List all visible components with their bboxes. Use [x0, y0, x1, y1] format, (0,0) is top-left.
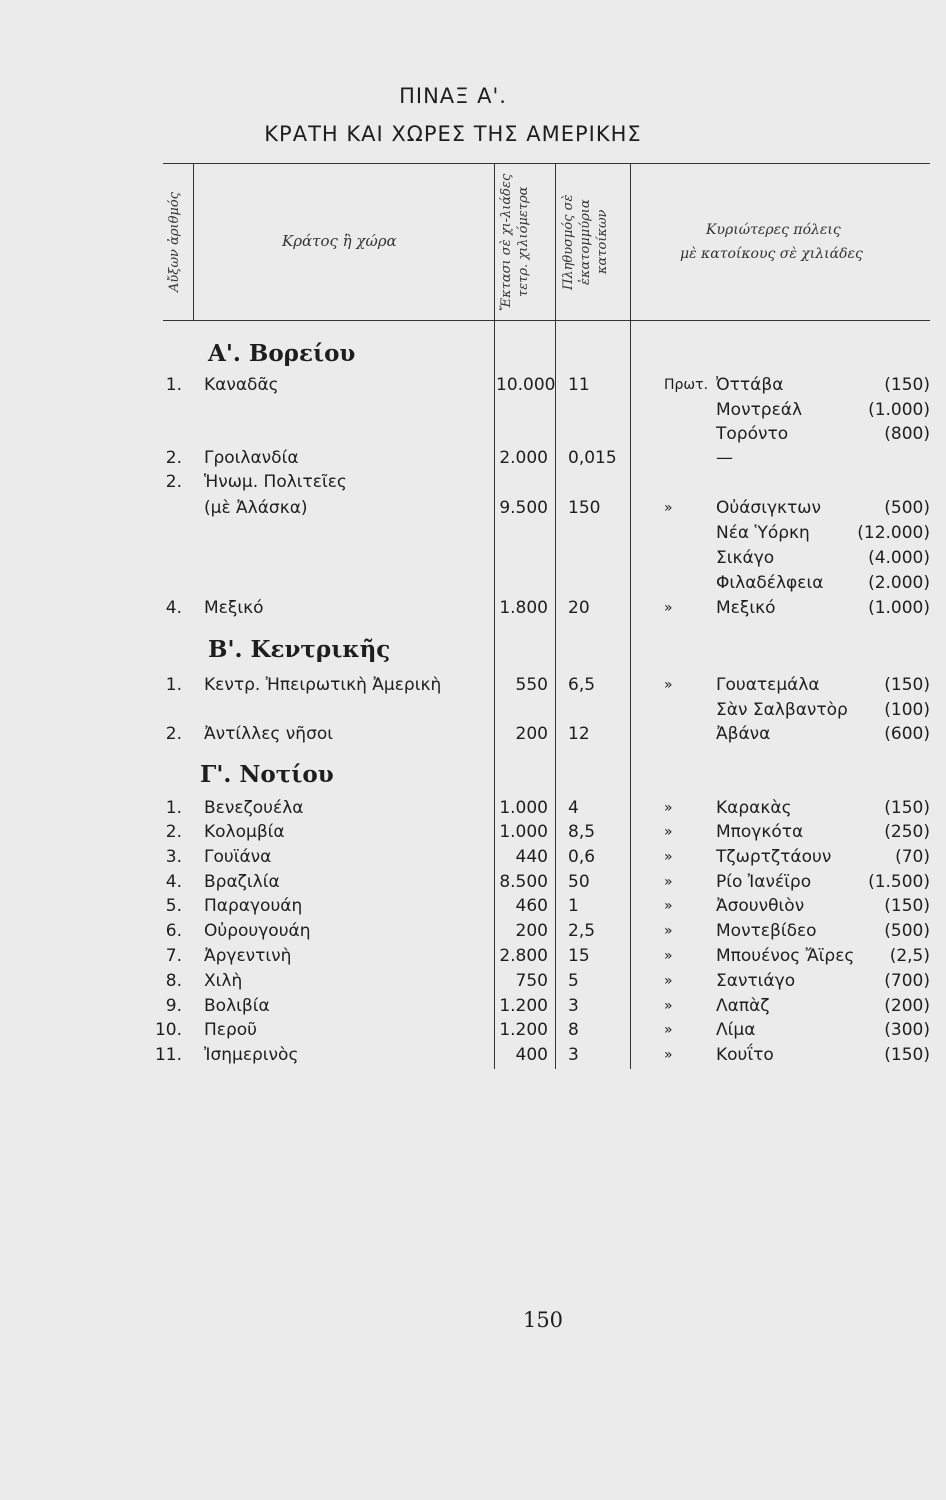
- cell-name: Οὐρουγουάη: [204, 921, 311, 941]
- cell-area: 1.200: [499, 1020, 548, 1040]
- header-area: Ἔκτασι σὲ χι-λιάδες τετρ. χιλιόμετρα: [499, 173, 531, 311]
- cell-mark: »: [664, 600, 673, 616]
- cell-cpop: (800): [884, 424, 930, 444]
- column-divider-country: [494, 163, 495, 1069]
- cell-area: [496, 470, 548, 494]
- cell-area: [496, 521, 548, 545]
- cell-mark: »: [664, 923, 673, 939]
- cell-pop: 2,5: [568, 921, 596, 941]
- column-divider-index: [193, 163, 194, 320]
- cell-mark: Πρωτ.: [664, 377, 709, 393]
- cell-cpop: (150): [884, 675, 930, 695]
- cell-area: [496, 698, 548, 722]
- cell-area: 1.000: [499, 798, 548, 818]
- cell-area: 200: [515, 921, 548, 941]
- cell-pop: 3: [568, 996, 579, 1016]
- header-index: Αὔξων ἀριθμός: [167, 192, 182, 292]
- cell-area: 460: [515, 896, 548, 916]
- page-number: 150: [522, 1308, 564, 1332]
- column-divider-area: [555, 163, 556, 1069]
- cell-num: [142, 496, 182, 520]
- cell-cpop: (1.000): [868, 598, 930, 618]
- cell-name: Κεντρ. Ἠπειρωτικὴ Ἀμερικὴ: [204, 675, 442, 695]
- page-subtitle: ΚΡΑΤΗ ΚΑΙ ΧΩΡΕΣ ΤΗΣ ΑΜΕΡΙΚΗΣ: [264, 122, 642, 146]
- cell-num: 1.: [165, 798, 182, 818]
- cell-name: Ἡνωμ. Πολιτεῖες: [204, 472, 347, 492]
- cell-area: 750: [515, 971, 548, 991]
- cell-mark: »: [664, 824, 673, 840]
- table-top-rule: [163, 163, 930, 164]
- cell-area: [496, 546, 548, 570]
- cell-pop: 50: [568, 872, 590, 892]
- cell-city: Νέα Ὑόρκη: [716, 523, 810, 543]
- cell-area: [496, 422, 548, 446]
- cell-area: 200: [515, 724, 548, 744]
- cell-pop: 150: [568, 498, 601, 518]
- section-north: Α'. Βορείου: [208, 340, 356, 367]
- header-population: Πληθυσμός σὲ ἑκατομμύρια κατοίκων: [561, 194, 610, 290]
- column-divider-population: [630, 163, 631, 1069]
- cell-cpop: (2.000): [868, 573, 930, 593]
- cell-mark: »: [664, 948, 673, 964]
- cell-name: Βενεζουέλα: [204, 798, 304, 818]
- cell-pop: 3: [568, 1045, 579, 1065]
- page-title: ΠΙΝΑΞ Α'.: [399, 84, 507, 108]
- header-cities-line2: μὲ κατοίκους σὲ χιλιάδες: [680, 246, 863, 262]
- table-header-rule: [163, 320, 930, 321]
- cell-num: 2.: [165, 724, 182, 744]
- cell-name: Ἰσημερινὸς: [204, 1045, 299, 1065]
- cell-cpop: (150): [884, 798, 930, 818]
- cell-pop: 1: [568, 896, 579, 916]
- cell-city: Ἀβάνα: [716, 724, 771, 744]
- cell-name: Περοῦ: [204, 1020, 258, 1040]
- cell-num: 1.: [165, 675, 182, 695]
- cell-num: 1.: [165, 375, 182, 395]
- cell-cpop: (1.000): [868, 400, 930, 420]
- cell-num: 2.: [165, 822, 182, 842]
- cell-cpop: (12.000): [857, 523, 930, 543]
- cell-mark: »: [664, 1047, 673, 1063]
- cell-city: Σὰν Σαλβαντὸρ: [716, 700, 848, 720]
- cell-cpop: (100): [884, 700, 930, 720]
- cell-cpop: (150): [884, 896, 930, 916]
- cell-pop: 11: [568, 375, 590, 395]
- cell-name: Μεξικό: [204, 598, 264, 618]
- cell-mark: »: [664, 898, 673, 914]
- cell-area: [496, 398, 548, 422]
- cell-cpop: (150): [884, 375, 930, 395]
- cell-name: Βολιβία: [204, 996, 270, 1016]
- cell-cpop: (600): [884, 724, 930, 744]
- cell-cpop: (500): [884, 498, 930, 518]
- cell-city: Μοντεβίδεο: [716, 921, 817, 941]
- cell-name: Ἀργεντινὴ: [204, 946, 292, 966]
- cell-cpop: (700): [884, 971, 930, 991]
- cell-area: 440: [515, 847, 548, 867]
- cell-pop: 20: [568, 598, 590, 618]
- cell-mark: »: [664, 973, 673, 989]
- cell-pop: 8,5: [568, 822, 596, 842]
- cell-cpop: (150): [884, 1045, 930, 1065]
- cell-num: [142, 398, 182, 422]
- cell-city: Τζωρτζτάουν: [716, 847, 832, 867]
- cell-mark: »: [664, 1022, 673, 1038]
- cell-cpop: (200): [884, 996, 930, 1016]
- cell-mark: »: [664, 998, 673, 1014]
- cell-area: 2.000: [499, 448, 548, 468]
- cell-area: 1.200: [499, 996, 548, 1016]
- section-south: Γ'. Νοτίου: [200, 761, 334, 788]
- cell-num: [142, 422, 182, 446]
- header-country: Κράτος ἢ χώρα: [282, 232, 397, 250]
- header-cities-line1: Κυριώτερες πόλεις: [706, 222, 841, 238]
- cell-area: 9.500: [499, 498, 548, 518]
- cell-pop: 0,015: [568, 448, 617, 468]
- cell-pop: 5: [568, 971, 579, 991]
- cell-city: Ἀσουνθιὸν: [716, 896, 805, 916]
- cell-cpop: (500): [884, 921, 930, 941]
- cell-area: 400: [515, 1045, 548, 1065]
- cell-num: 3.: [165, 847, 182, 867]
- cell-num: 7.: [165, 946, 182, 966]
- cell-city: Γουατεμάλα: [716, 675, 820, 695]
- cell-pop: 6,5: [568, 675, 596, 695]
- cell-num: 4.: [165, 872, 182, 892]
- cell-num: 5.: [165, 896, 182, 916]
- cell-cpop: (300): [884, 1020, 930, 1040]
- cell-area: 8.500: [499, 872, 548, 892]
- cell-city: Μοντρεάλ: [716, 400, 803, 420]
- cell-city: Μεξικό: [716, 598, 776, 618]
- cell-num: 10.: [154, 1020, 182, 1040]
- cell-city: Σικάγο: [716, 548, 775, 568]
- cell-name: Γουϊάνα: [204, 847, 272, 867]
- cell-mark: »: [664, 677, 673, 693]
- cell-area: 1.800: [499, 598, 548, 618]
- cell-cpop: (1.500): [868, 872, 930, 892]
- cell-num: 2.: [165, 448, 182, 468]
- cell-area: [496, 571, 548, 595]
- cell-name: Βραζιλία: [204, 872, 280, 892]
- cell-name: Καναδᾶς: [204, 375, 279, 395]
- cell-num: [142, 571, 182, 595]
- cell-name: Χιλὴ: [204, 971, 243, 991]
- cell-city: Λίμα: [716, 1020, 756, 1040]
- cell-mark: »: [664, 500, 673, 516]
- cell-cpop: [820, 470, 930, 494]
- cell-city: Ρίο Ἰανέϊρο: [716, 872, 812, 892]
- cell-area: 550: [515, 675, 548, 695]
- cell-num: 4.: [165, 598, 182, 618]
- cell-city: —: [716, 448, 733, 468]
- cell-num: [142, 521, 182, 545]
- cell-name: Γροιλανδία: [204, 448, 299, 468]
- cell-num: 8.: [165, 971, 182, 991]
- cell-num: 6.: [165, 921, 182, 941]
- cell-pop: 15: [568, 946, 590, 966]
- cell-num: 9.: [165, 996, 182, 1016]
- cell-pop: 12: [568, 724, 590, 744]
- cell-city: Οὐάσιγκτων: [716, 498, 821, 518]
- cell-mark: »: [664, 874, 673, 890]
- cell-city: Τορόντο: [716, 424, 789, 444]
- cell-name: Ἀντίλλες νῆσοι: [204, 724, 334, 744]
- cell-cpop: [820, 446, 930, 470]
- cell-area: 10.000: [496, 375, 556, 395]
- cell-city: Μπουένος Ἄϊρες: [716, 946, 855, 966]
- cell-area: 2.800: [499, 946, 548, 966]
- cell-pop: 8: [568, 1020, 579, 1040]
- cell-cpop: (4.000): [868, 548, 930, 568]
- cell-num: [142, 546, 182, 570]
- cell-mark: »: [664, 800, 673, 816]
- cell-cpop: (70): [895, 847, 930, 867]
- section-central: Β'. Κεντρικῆς: [208, 636, 391, 663]
- cell-name: Κολομβία: [204, 822, 285, 842]
- cell-city: Μπογκότα: [716, 822, 804, 842]
- cell-num: [142, 698, 182, 722]
- cell-cpop: (2,5): [889, 946, 930, 966]
- cell-num: 11.: [154, 1045, 182, 1065]
- cell-city: Σαντιάγο: [716, 971, 796, 991]
- cell-name: Παραγουάη: [204, 896, 303, 916]
- cell-city: Κουΐτο: [716, 1045, 774, 1065]
- cell-city: Ὀττάβα: [716, 375, 784, 395]
- cell-area: 1.000: [499, 822, 548, 842]
- cell-mark: »: [664, 849, 673, 865]
- cell-pop: 4: [568, 798, 579, 818]
- cell-city: Λαπὰζ: [716, 996, 770, 1016]
- cell-cpop: (250): [884, 822, 930, 842]
- cell-num: 2.: [165, 472, 182, 492]
- cell-pop: 0,6: [568, 847, 596, 867]
- cell-name: (μὲ Ἀλάσκα): [204, 498, 308, 518]
- cell-city: Καρακὰς: [716, 798, 792, 818]
- cell-city: Φιλαδέλφεια: [716, 573, 824, 593]
